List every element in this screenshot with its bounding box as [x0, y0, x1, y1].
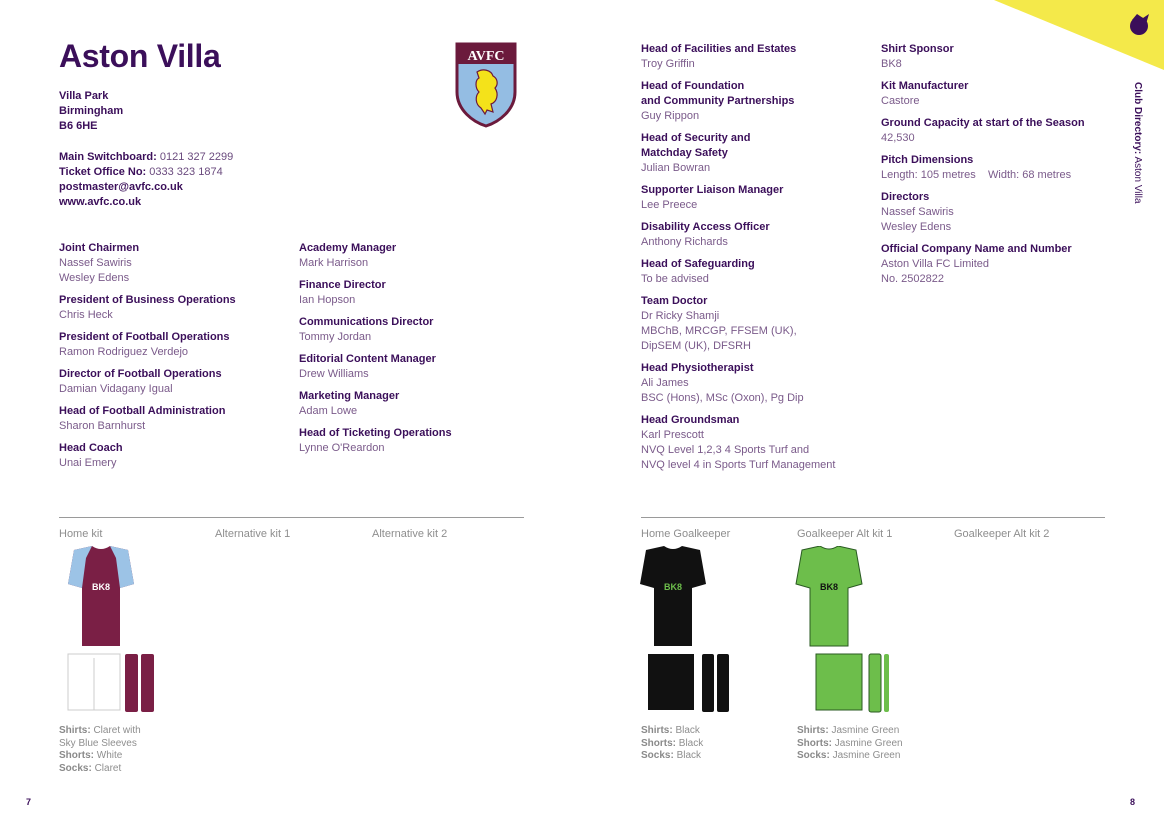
directory-entry — [59, 293, 289, 323]
home-kit-sponsor: BK8 — [92, 582, 111, 592]
crest-text: AVFC — [467, 49, 505, 64]
directory-entry — [299, 241, 529, 271]
directory-column-b — [299, 241, 529, 463]
entry-name: Lynne O'Reardon — [299, 442, 385, 454]
entry-name: Nassef Sawiris — [59, 257, 132, 269]
address-line: B6 6HE — [59, 120, 98, 132]
kit-label-gk-alt1: Goalkeeper Alt kit 1 — [797, 528, 893, 540]
directory-entry — [299, 315, 529, 345]
directory-entry — [881, 153, 1111, 183]
entry-role: Team Doctor — [641, 295, 708, 307]
entry-role: Kit Manufacturer — [881, 80, 969, 92]
address-line: Birmingham — [59, 105, 124, 117]
home-kit-icon — [52, 546, 162, 716]
address-line: Villa Park — [59, 90, 109, 102]
entry-name: Troy Griffin — [641, 58, 695, 70]
directory-column-d — [881, 42, 1111, 294]
directory-entry — [641, 131, 871, 176]
kits-divider-right — [641, 517, 1105, 518]
kits-divider-left — [59, 517, 524, 518]
directory-entry — [299, 426, 529, 456]
side-title-bold: Club Directory: — [1132, 82, 1143, 155]
entry-name: Adam Lowe — [299, 405, 358, 417]
entry-role: Head Groundsman — [641, 414, 740, 426]
directory-entry — [641, 361, 871, 406]
ticket-label: Ticket Office No: — [59, 166, 147, 178]
kit-line: Shirts: Black — [641, 725, 700, 736]
directory-entry — [299, 352, 529, 382]
entry-name: Aston Villa FC Limited — [881, 258, 990, 270]
kit-line: Shirts: Jasmine Green — [797, 725, 900, 736]
entry-name: NVQ Level 1,2,3 4 Sports Turf and — [641, 444, 810, 456]
directory-entry — [299, 278, 529, 308]
directory-entry — [641, 42, 871, 72]
directory-entry — [881, 116, 1111, 146]
entry-role: Editorial Content Manager — [299, 353, 436, 365]
entry-name: 42,530 — [881, 132, 915, 144]
ticket-number: 0333 323 1874 — [149, 166, 223, 178]
entry-name: MBChB, MRCGP, FFSEM (UK), — [641, 325, 797, 337]
gk-alt-kit-icon — [780, 546, 890, 716]
entry-name: Ali James — [641, 377, 689, 389]
entry-name: Length: 105 metres Width: 68 metres — [881, 169, 1072, 181]
entry-name: Mark Harrison — [299, 257, 369, 269]
kit-line: Shorts: Jasmine Green — [797, 737, 903, 749]
club-name: Aston Villa — [59, 38, 221, 74]
switchboard-number: 0121 327 2299 — [159, 151, 234, 163]
directory-entry — [59, 241, 289, 286]
club-website[interactable]: www.avfc.co.uk — [59, 196, 142, 208]
side-title — [1129, 82, 1143, 222]
club-email[interactable]: postmaster@avfc.co.uk — [59, 181, 183, 193]
directory-entry — [881, 242, 1111, 287]
kit-line: Socks: Claret — [59, 762, 122, 774]
kit-label-alt2: Alternative kit 2 — [372, 528, 448, 540]
gk-home-kit-icon — [624, 546, 734, 716]
gk-home-kit-description — [641, 725, 703, 763]
kit-line: Sky Blue Sleeves — [59, 737, 137, 749]
entry-name: Castore — [881, 95, 920, 107]
entry-role: Head of Security and Matchday Safety — [641, 132, 751, 159]
directory-entry — [641, 413, 871, 473]
kit-line: Shorts: White — [59, 750, 123, 761]
entry-name: NVQ level 4 in Sports Turf Management — [641, 459, 836, 471]
entry-name: Nassef Sawiris — [881, 206, 954, 218]
directory-column-c — [641, 42, 871, 480]
entry-role: Head of Safeguarding — [641, 258, 755, 270]
directory-entry — [641, 220, 871, 250]
kit-line: Socks: Black — [641, 750, 702, 761]
entry-role: Shirt Sponsor — [881, 43, 954, 55]
entry-role: Director of Football Operations — [59, 368, 222, 380]
entry-role: Communications Director — [299, 316, 434, 328]
entry-role: Pitch Dimensions — [881, 154, 974, 166]
entry-role: President of Business Operations — [59, 294, 236, 306]
entry-name: Ramon Rodriguez Verdejo — [59, 346, 189, 358]
entry-role: President of Football Operations — [59, 331, 230, 343]
club-crest-icon — [455, 42, 517, 128]
kit-line: Shorts: Black — [641, 737, 704, 749]
kit-label-home: Home kit — [59, 528, 103, 540]
kit-line: Socks: Jasmine Green — [797, 750, 901, 761]
entry-role: Directors — [881, 191, 930, 203]
entry-name: Unai Emery — [59, 457, 117, 469]
gk-alt-kit-description — [797, 725, 903, 763]
entry-role: Official Company Name and Number — [881, 243, 1072, 255]
entry-role: Joint Chairmen — [59, 242, 140, 254]
entry-name: Tommy Jordan — [299, 331, 372, 343]
entry-name: Guy Rippon — [641, 110, 700, 122]
directory-entry — [59, 330, 289, 360]
directory-entry — [59, 367, 289, 397]
kit-label-gk-alt2: Goalkeeper Alt kit 2 — [954, 528, 1050, 540]
entry-name: Damian Vidagany Igual — [59, 383, 173, 395]
entry-name: To be advised — [641, 273, 709, 285]
club-contacts — [59, 150, 233, 210]
gk-home-kit-sponsor: BK8 — [664, 582, 683, 592]
entry-role: Supporter Liaison Manager — [641, 184, 784, 196]
entry-name: BK8 — [881, 58, 902, 70]
directory-entry — [641, 183, 871, 213]
kit-line: Shirts: Claret with — [59, 725, 141, 736]
page-number-left: 7 — [26, 797, 32, 807]
entry-name: Wesley Edens — [59, 272, 130, 284]
entry-name: Chris Heck — [59, 309, 113, 321]
entry-role: Head of Ticketing Operations — [299, 427, 452, 439]
directory-entry — [299, 389, 529, 419]
home-kit-description — [59, 725, 141, 775]
gk-alt-kit-sponsor: BK8 — [820, 582, 839, 592]
directory-column-a — [59, 241, 289, 478]
directory-entry — [641, 294, 871, 354]
entry-name: Lee Preece — [641, 199, 698, 211]
entry-role: Academy Manager — [299, 242, 397, 254]
entry-role: Head Coach — [59, 442, 123, 454]
entry-role: Finance Director — [299, 279, 386, 291]
directory-entry — [641, 79, 871, 124]
entry-name: BSC (Hons), MSc (Oxon), Pg Dip — [641, 392, 804, 404]
switchboard-line — [59, 150, 233, 165]
entry-name: Drew Williams — [299, 368, 369, 380]
switchboard-label: Main Switchboard: — [59, 151, 157, 163]
kit-label-gk-home: Home Goalkeeper — [641, 528, 731, 540]
page-number-right: 8 — [1130, 797, 1136, 807]
entry-role: Head of Foundation and Community Partnerships — [641, 80, 795, 107]
entry-role: Ground Capacity at start of the Season — [881, 117, 1085, 129]
kit-label-alt1: Alternative kit 1 — [215, 528, 291, 540]
directory-entry — [641, 257, 871, 287]
entry-name: DipSEM (UK), DFSRH — [641, 340, 752, 352]
entry-name: Karl Prescott — [641, 429, 704, 441]
entry-role: Head of Facilities and Estates — [641, 43, 797, 55]
entry-role: Head Physiotherapist — [641, 362, 754, 374]
directory-entry — [881, 79, 1111, 109]
ticket-line — [59, 165, 233, 180]
directory-entry — [59, 441, 289, 471]
entry-role: Head of Football Administration — [59, 405, 226, 417]
entry-role: Disability Access Officer — [641, 221, 770, 233]
entry-name: Ian Hopson — [299, 294, 356, 306]
entry-name: No. 2502822 — [881, 273, 944, 285]
club-address — [59, 89, 123, 134]
entry-role: Marketing Manager — [299, 390, 400, 402]
directory-entry — [59, 404, 289, 434]
entry-name: Anthony Richards — [641, 236, 728, 248]
directory-entry — [881, 190, 1111, 235]
entry-name: Dr Ricky Shamji — [641, 310, 720, 322]
entry-name: Wesley Edens — [881, 221, 952, 233]
entry-name: Sharon Barnhurst — [59, 420, 146, 432]
side-title-club: Aston Villa — [1132, 156, 1143, 204]
entry-name: Julian Bowran — [641, 162, 711, 174]
premier-league-corner-icon — [994, 0, 1164, 70]
